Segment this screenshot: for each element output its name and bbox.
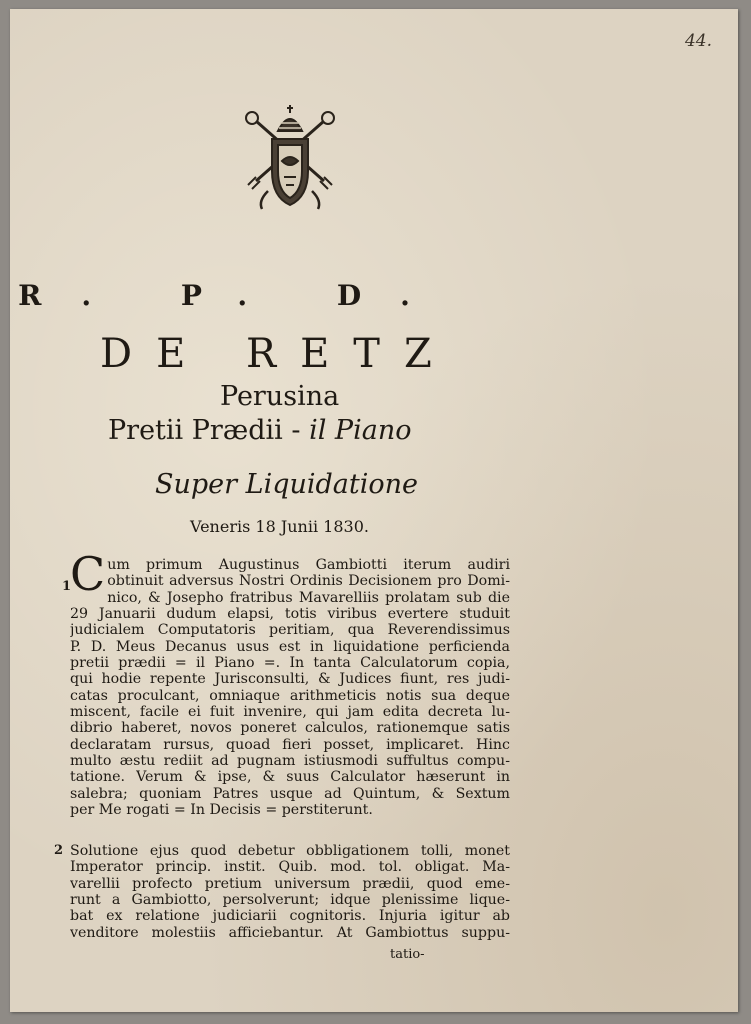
text-line: 29 Januarii dudum elapsi, totis viribus evertere studuit bbox=[70, 606, 510, 623]
folio-number: 44. bbox=[684, 31, 712, 51]
catchword: tatio- bbox=[390, 947, 425, 962]
text-line: qui hodie repente Jurisconsulti, & Judices fiunt, res judi- bbox=[70, 671, 510, 688]
text-line: venditore molestiis afficiebantur. At Gambiottus suppu- bbox=[70, 924, 510, 941]
heading-date: Veneris 18 Junii 1830. bbox=[190, 517, 369, 536]
text-line: P. D. Meus Decanus usus est in liquidatione perficienda bbox=[70, 638, 510, 655]
text-line: obtinuit adversus Nostri Ordinis Decisionem pro Domi- bbox=[107, 573, 510, 590]
text-line: per Me rogati = In Decisis = perstiterunt. bbox=[70, 802, 373, 819]
text-line: salebra; quoniam Patres usque ad Quintum, & Sextum bbox=[70, 785, 510, 802]
text-line: judicialem Computatoris peritiam, qua Reverendissimus bbox=[70, 622, 510, 639]
text-line: miscent, facile ei fuit invenire, qui jam edita decreta lu- bbox=[70, 704, 510, 721]
text-line: tatione. Verum & ipse, & suus Calculator hæserunt in bbox=[70, 769, 510, 786]
text-line: bat ex relatione judiciarii cognitoris. Injuria igitur ab bbox=[70, 908, 510, 925]
text-line: declaratam rursus, quoad fieri posset, implicaret. Hinc bbox=[70, 736, 510, 753]
paragraph-1 bbox=[62, 547, 510, 819]
text-line: dibrio haberet, novos poneret calculos, rationemque satis bbox=[70, 720, 510, 737]
paragraph-2 bbox=[54, 843, 510, 941]
heading-price-italic: il Piano bbox=[309, 415, 412, 446]
text-line: catas proculcant, omniaque arithmeticis notis sua deque bbox=[70, 687, 510, 704]
heading-price-title bbox=[108, 415, 411, 446]
text-line: Imperator princip. instit. Quib. mod. tol. obligat. Ma- bbox=[70, 859, 510, 876]
paragraph-number: 2 bbox=[54, 843, 64, 858]
text-line: Solutione ejus quod debetur obbligationem tolli, monet bbox=[70, 843, 510, 859]
paragraph-number: 1 bbox=[62, 579, 72, 594]
text-line: runt a Gambiotto, persolverunt; idque plenissime lique- bbox=[70, 892, 510, 909]
text-line: multo æstu rediit ad pugnam istiusmodi suffultus compu- bbox=[70, 753, 510, 770]
document-page bbox=[10, 9, 738, 1012]
heading-price-prefix: Pretii Prædii - bbox=[108, 415, 301, 446]
heading-auditor-name: DE RETZ bbox=[100, 331, 456, 377]
heading-rpd: R. P. D. bbox=[18, 279, 450, 312]
heading-super: Super Liquidatione bbox=[155, 469, 418, 500]
text-line: nico, & Josepho fratribus Mavarelliis prolatam sub die bbox=[107, 589, 510, 606]
text-line: varellii profecto pretium universum prædii, quod eme- bbox=[70, 875, 510, 892]
papal-coat-of-arms-icon bbox=[238, 101, 342, 211]
drop-cap: C bbox=[70, 547, 106, 601]
text-line: pretii prædii = il Piano =. In tanta Calculatorum copia, bbox=[70, 655, 510, 672]
text-line: um primum Augustinus Gambiotti iterum audiri bbox=[107, 557, 510, 573]
heading-city: Perusina bbox=[220, 381, 340, 412]
